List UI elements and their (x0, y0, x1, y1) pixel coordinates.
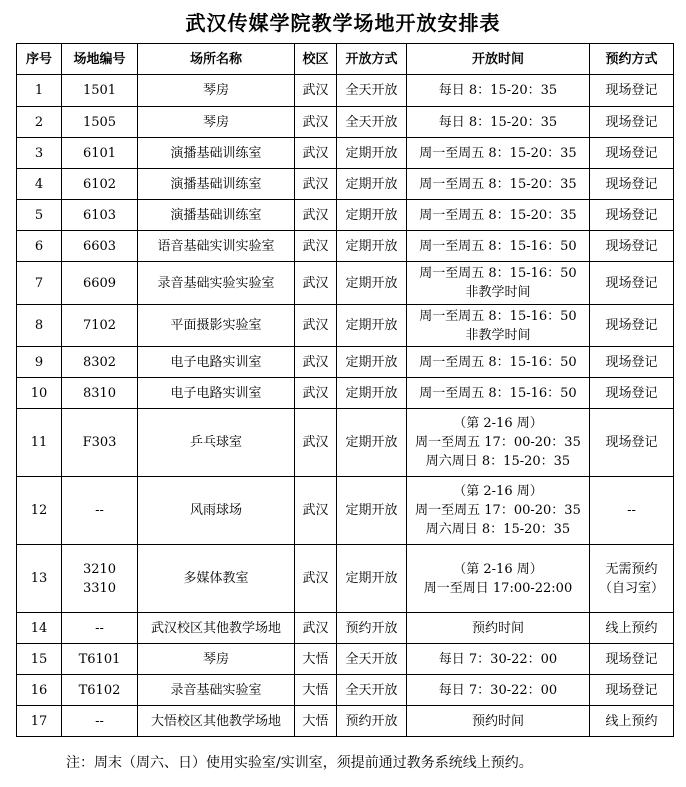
cell-code (62, 545, 138, 613)
cell-time-line: 周一至周五 8：15-16：50 (419, 238, 577, 254)
cell-time (407, 477, 590, 545)
cell-time-line: 周一至周五 8：15-16：50 (419, 385, 577, 401)
cell-code (62, 305, 138, 347)
cell-code (62, 675, 138, 706)
cell-name: 平面摄影实验室 (138, 305, 295, 347)
cell-booking-line: 现场登记 (605, 275, 658, 291)
cell-booking-line: 现场登记 (605, 682, 658, 698)
cell-time (407, 644, 590, 675)
table-row (17, 675, 674, 706)
cell-time (407, 200, 590, 231)
cell-mode: 预约开放 (337, 613, 407, 644)
cell-no: 2 (17, 107, 62, 138)
cell-code (62, 75, 138, 107)
table-row (17, 200, 674, 231)
cell-campus: 武汉 (295, 347, 337, 378)
cell-mode: 定期开放 (337, 231, 407, 262)
cell-time (407, 107, 590, 138)
cell-campus: 武汉 (295, 378, 337, 409)
cell-time (407, 409, 590, 477)
cell-booking-line: 现场登记 (605, 385, 658, 401)
cell-name: 琴房 (138, 107, 295, 138)
cell-code (62, 409, 138, 477)
cell-booking-line: 现场登记 (605, 318, 658, 333)
cell-booking-line: -- (627, 503, 636, 518)
cell-campus: 武汉 (295, 262, 337, 305)
cell-time (407, 231, 590, 262)
cell-code-line: 7102 (82, 318, 117, 333)
table-row (17, 409, 674, 477)
cell-code (62, 477, 138, 545)
table-row (17, 347, 674, 378)
table-header-row (17, 44, 674, 75)
cell-no: 14 (17, 613, 62, 644)
cell-mode: 定期开放 (337, 477, 407, 545)
cell-no: 12 (17, 477, 62, 545)
cell-time-line: 周一至周五 17：00-20：35 (415, 435, 581, 450)
table-row (17, 138, 674, 169)
cell-no: 13 (17, 545, 62, 613)
cell-mode: 定期开放 (337, 200, 407, 231)
cell-booking (590, 231, 674, 262)
cell-time-line: 周一至周五 8：15-16：50 (419, 354, 577, 370)
cell-time-line: 预约时间 (471, 713, 524, 729)
cell-time-line: 预约时间 (471, 620, 524, 636)
cell-campus: 武汉 (295, 75, 337, 107)
cell-code (62, 138, 138, 169)
cell-time (407, 305, 590, 347)
cell-mode: 定期开放 (337, 409, 407, 477)
cell-time-line: 周六周日 8：15-20：35 (425, 522, 571, 537)
table-row (17, 305, 674, 347)
table-row (17, 262, 674, 305)
cell-code (62, 200, 138, 231)
cell-no: 4 (17, 169, 62, 200)
cell-code (62, 231, 138, 262)
cell-campus: 武汉 (295, 200, 337, 231)
cell-booking-line: 现场登记 (605, 176, 658, 192)
cell-campus: 大悟 (295, 706, 337, 737)
cell-booking-line: 现场登记 (605, 435, 658, 450)
cell-time (407, 347, 590, 378)
cell-code (62, 347, 138, 378)
footnote: 注：周末（周六、日）使用实验室/实训室，须提前通过教务系统线上预约。 (66, 755, 533, 771)
cell-name: 录音基础实验室 (138, 675, 295, 706)
cell-campus: 武汉 (295, 305, 337, 347)
cell-mode: 预约开放 (337, 706, 407, 737)
cell-code (62, 613, 138, 644)
table-row (17, 231, 674, 262)
cell-time (407, 138, 590, 169)
cell-code-line: 6103 (82, 207, 117, 223)
cell-code (62, 706, 138, 737)
cell-booking-line: 无需预约 (605, 561, 658, 577)
cell-no: 8 (17, 305, 62, 347)
cell-code-line: 3210 (82, 561, 117, 577)
header-cell: 开放时间 (407, 44, 590, 75)
cell-code-line: 8310 (82, 385, 117, 401)
cell-code-line: 6102 (82, 176, 117, 192)
schedule-table (16, 43, 674, 737)
cell-no: 17 (17, 706, 62, 737)
cell-time (407, 378, 590, 409)
cell-campus: 武汉 (295, 613, 337, 644)
cell-mode: 全天开放 (337, 675, 407, 706)
cell-booking-line: 现场登记 (605, 114, 658, 130)
cell-name: 演播基础训练室 (138, 200, 295, 231)
cell-no: 9 (17, 347, 62, 378)
cell-time-line: 每日 7：30-22：00 (438, 682, 558, 698)
cell-code (62, 107, 138, 138)
cell-time-line: 非教学时间 (465, 327, 531, 343)
header-cell: 开放方式 (337, 44, 407, 75)
cell-code (62, 644, 138, 675)
cell-mode: 全天开放 (337, 75, 407, 107)
cell-booking (590, 200, 674, 231)
cell-time (407, 75, 590, 107)
cell-booking (590, 262, 674, 305)
cell-no: 5 (17, 200, 62, 231)
cell-mode: 定期开放 (337, 378, 407, 409)
cell-code-line: T6102 (78, 682, 121, 698)
cell-time (407, 675, 590, 706)
cell-name: 武汉校区其他教学场地 (138, 613, 295, 644)
table-row (17, 75, 674, 107)
cell-mode: 定期开放 (337, 138, 407, 169)
table-row (17, 477, 674, 545)
cell-code-line: 3310 (82, 580, 117, 596)
cell-booking-line: 现场登记 (605, 651, 658, 667)
cell-time-line: 周六周日 8：15-20：35 (425, 454, 571, 469)
cell-time (407, 262, 590, 305)
cell-no: 15 (17, 644, 62, 675)
cell-code-line: 8302 (82, 354, 117, 370)
cell-campus: 武汉 (295, 138, 337, 169)
cell-code (62, 262, 138, 305)
cell-mode: 定期开放 (337, 545, 407, 613)
header-cell: 场地编号 (62, 44, 138, 75)
cell-no: 3 (17, 138, 62, 169)
cell-code-line: -- (95, 503, 104, 518)
cell-no: 11 (17, 409, 62, 477)
cell-booking (590, 378, 674, 409)
cell-time-line: 周一至周五 8：15-16：50 (419, 308, 577, 324)
cell-name: 琴房 (138, 75, 295, 107)
cell-booking (590, 675, 674, 706)
cell-mode: 定期开放 (337, 305, 407, 347)
cell-time-line: 周一至周五 8：15-20：35 (419, 176, 577, 192)
cell-mode: 全天开放 (337, 644, 407, 675)
cell-time-line: 周一至周五 8：15-20：35 (419, 145, 577, 161)
cell-booking-line: （自习室） (598, 580, 664, 596)
cell-booking-line: 现场登记 (605, 145, 658, 161)
header-cell: 校区 (295, 44, 337, 75)
cell-time (407, 169, 590, 200)
header-cell: 场所名称 (138, 44, 295, 75)
cell-campus: 大悟 (295, 675, 337, 706)
cell-name: 多媒体教室 (138, 545, 295, 613)
table-row (17, 613, 674, 644)
cell-booking (590, 138, 674, 169)
cell-no: 7 (17, 262, 62, 305)
cell-code-line: 6609 (82, 275, 117, 291)
cell-booking (590, 545, 674, 613)
cell-name: 风雨球场 (138, 477, 295, 545)
cell-no: 6 (17, 231, 62, 262)
table-row (17, 169, 674, 200)
cell-code-line: 6603 (82, 238, 117, 254)
cell-time-line: （第 2-16 周） (453, 416, 543, 431)
cell-time-line: 周一至周日 17:00-22:00 (423, 580, 573, 596)
cell-time-line: （第 2-16 周） (453, 561, 543, 577)
table-body (17, 75, 674, 737)
page-title: 武汉传媒学院教学场地开放安排表 (185, 11, 501, 35)
cell-campus: 武汉 (295, 107, 337, 138)
cell-name: 电子电路实训室 (138, 378, 295, 409)
cell-booking (590, 706, 674, 737)
cell-no: 1 (17, 75, 62, 107)
cell-booking (590, 644, 674, 675)
cell-booking (590, 305, 674, 347)
cell-booking-line: 现场登记 (605, 83, 658, 98)
cell-code-line: 1501 (82, 83, 117, 98)
cell-name: 语音基础实训实验室 (138, 231, 295, 262)
cell-time (407, 545, 590, 613)
cell-time (407, 613, 590, 644)
cell-campus: 武汉 (295, 477, 337, 545)
cell-booking (590, 107, 674, 138)
table-row (17, 706, 674, 737)
cell-booking (590, 169, 674, 200)
cell-booking (590, 409, 674, 477)
table-row (17, 644, 674, 675)
cell-time-line: 每日 7：30-22：00 (438, 651, 558, 667)
cell-campus: 武汉 (295, 409, 337, 477)
cell-booking (590, 613, 674, 644)
cell-booking-line: 线上预约 (605, 713, 658, 729)
cell-name: 琴房 (138, 644, 295, 675)
cell-code-line: 1505 (82, 114, 117, 130)
cell-time-line: 非教学时间 (465, 285, 531, 300)
cell-mode: 全天开放 (337, 107, 407, 138)
cell-code-line: 6101 (82, 145, 117, 161)
header-cell: 序号 (17, 44, 62, 75)
cell-code-line: F303 (82, 435, 117, 450)
cell-campus: 武汉 (295, 169, 337, 200)
cell-mode: 定期开放 (337, 169, 407, 200)
cell-booking (590, 477, 674, 545)
cell-code (62, 378, 138, 409)
cell-booking-line: 线上预约 (605, 620, 658, 636)
cell-mode: 定期开放 (337, 347, 407, 378)
table-row (17, 378, 674, 409)
cell-mode: 定期开放 (337, 262, 407, 305)
cell-booking-line: 现场登记 (605, 207, 658, 223)
cell-booking (590, 75, 674, 107)
cell-time-line: 周一至周五 8：15-20：35 (419, 207, 577, 223)
cell-booking (590, 347, 674, 378)
cell-time (407, 706, 590, 737)
cell-code (62, 169, 138, 200)
cell-time-line: 每日 8：15-20：35 (438, 114, 558, 130)
header-cell: 预约方式 (590, 44, 674, 75)
cell-no: 16 (17, 675, 62, 706)
cell-time-line: 每日 8：15-20：35 (438, 83, 558, 98)
table-row (17, 107, 674, 138)
cell-time-line: 周一至周五 8：15-16：50 (419, 266, 577, 281)
cell-no: 10 (17, 378, 62, 409)
cell-time-line: 周一至周五 17：00-20：35 (415, 503, 581, 518)
cell-name: 录音基础实验实验室 (138, 262, 295, 305)
cell-code-line: -- (95, 713, 104, 729)
cell-time-line: （第 2-16 周） (453, 484, 543, 499)
cell-name: 大悟校区其他教学场地 (138, 706, 295, 737)
cell-booking-line: 现场登记 (605, 354, 658, 370)
cell-campus: 武汉 (295, 545, 337, 613)
cell-name: 乒乓球室 (138, 409, 295, 477)
cell-code-line: T6101 (78, 651, 121, 667)
cell-name: 演播基础训练室 (138, 138, 295, 169)
cell-booking-line: 现场登记 (605, 238, 658, 254)
table-row (17, 545, 674, 613)
cell-code-line: -- (95, 620, 104, 636)
cell-campus: 大悟 (295, 644, 337, 675)
cell-name: 演播基础训练室 (138, 169, 295, 200)
cell-name: 电子电路实训室 (138, 347, 295, 378)
cell-campus: 武汉 (295, 231, 337, 262)
